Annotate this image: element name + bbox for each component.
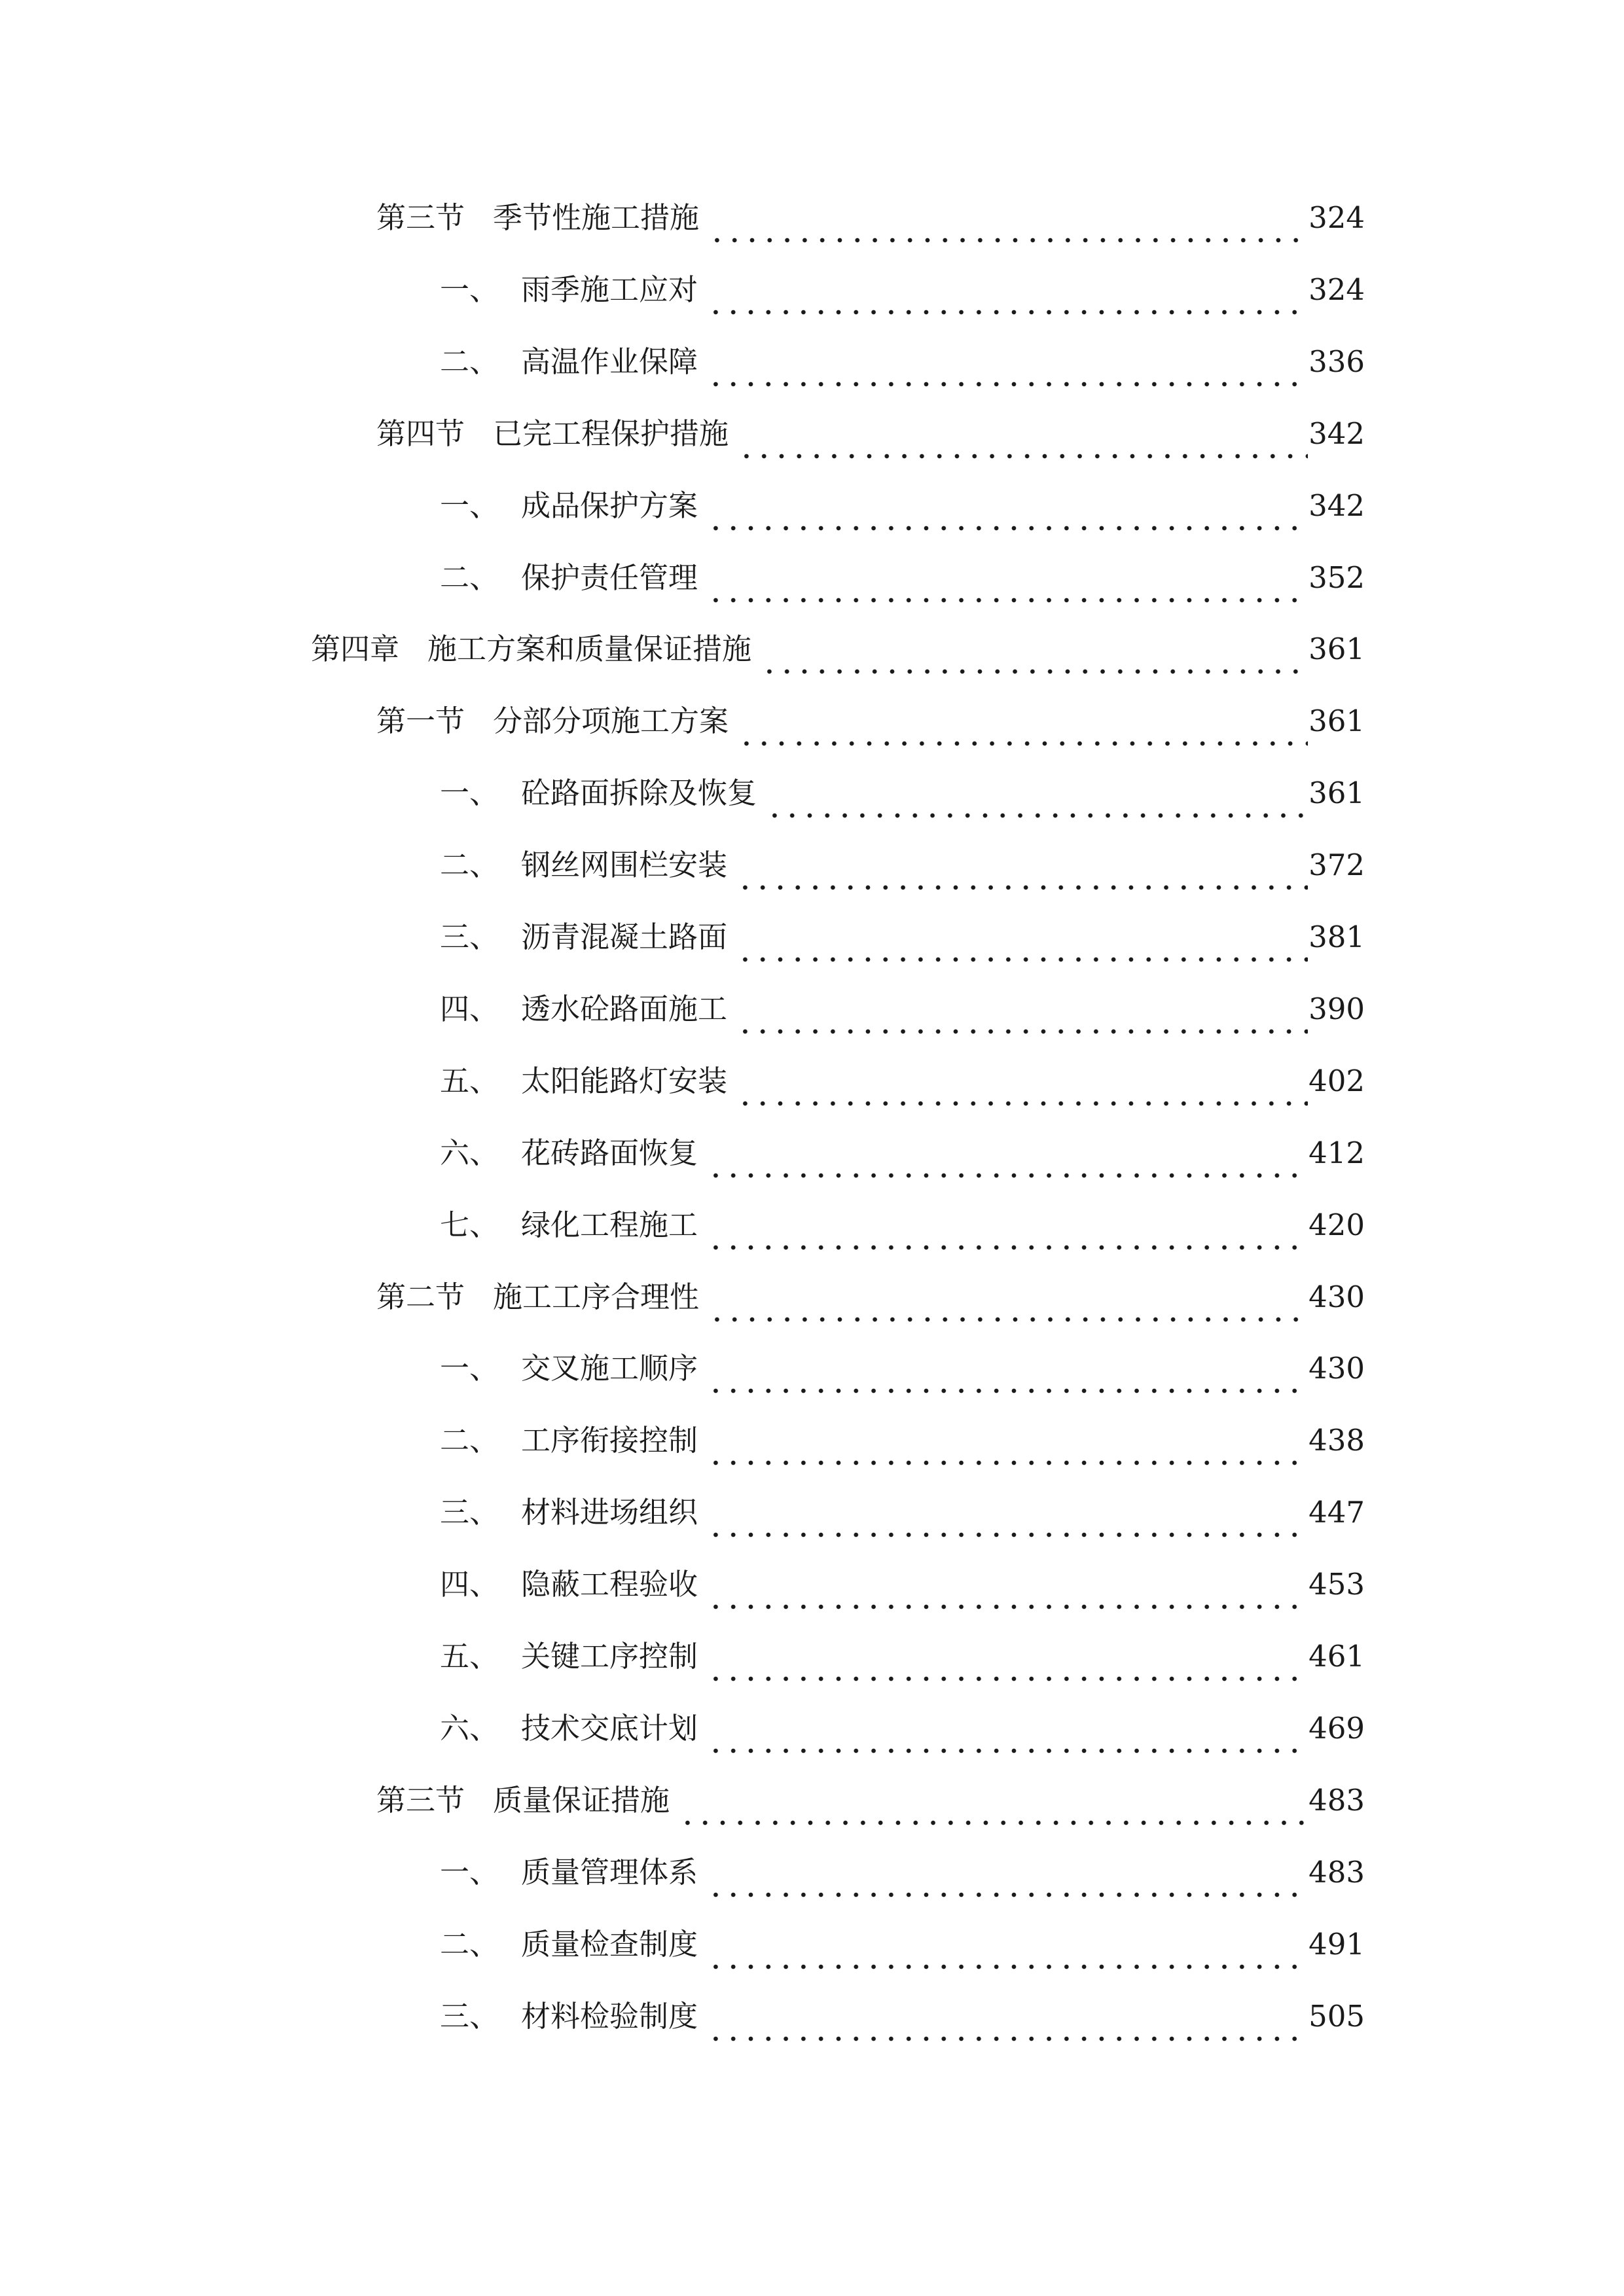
toc-entry-page-number: 372	[1308, 848, 1365, 883]
toc-entry-number: 二、	[440, 344, 499, 379]
toc-entry-text: 已完工程保护措施	[493, 416, 729, 451]
toc-entry-number: 二、	[440, 1423, 499, 1458]
toc-entry-text: 透水砼路面施工	[521, 991, 728, 1026]
dot-leader	[707, 552, 1308, 604]
toc-entry-number: 二、	[440, 848, 499, 883]
toc-entry-text: 太阳能路灯安装	[521, 1063, 728, 1098]
toc-entry-item[interactable]	[0, 1702, 1624, 1755]
toc-entry-page-number: 352	[1308, 560, 1365, 595]
toc-entry-text: 质量保证措施	[493, 1782, 670, 1818]
toc-entry-page-number: 438	[1308, 1423, 1365, 1458]
toc-entry-text: 施工方案和质量保证措施	[427, 632, 752, 667]
toc-entry-page-number: 402	[1308, 1063, 1365, 1098]
toc-entry-number: 一、	[440, 272, 499, 307]
toc-entry-title	[440, 1630, 698, 1683]
toc-entry-number: 一、	[440, 776, 499, 811]
toc-entry-title	[440, 911, 727, 963]
toc-entry-page-number: 361	[1308, 632, 1365, 667]
toc-entry-page-number: 361	[1308, 704, 1365, 739]
toc-entry-title	[440, 1055, 727, 1107]
toc-entry-number: 二、	[440, 1926, 499, 1962]
toc-entry-title	[440, 1558, 698, 1611]
dot-leader	[707, 1342, 1308, 1395]
toc-entry-text: 砼路面拆除及恢复	[521, 776, 757, 811]
toc-entry-number: 六、	[440, 1135, 499, 1170]
toc-entry-title	[440, 983, 727, 1035]
toc-entry-text: 绿化工程施工	[521, 1207, 698, 1242]
toc-entry-text: 技术交底计划	[521, 1710, 698, 1746]
toc-entry-page-number: 420	[1308, 1207, 1365, 1242]
toc-entry-text: 雨季施工应对	[521, 272, 698, 307]
toc-entry-number: 第二节	[376, 1279, 465, 1314]
toc-entry-item[interactable]	[0, 911, 1624, 963]
toc-entry-section[interactable]	[0, 1271, 1624, 1323]
toc-entry-title	[440, 1342, 698, 1395]
dot-leader	[708, 192, 1308, 244]
toc-entry-text: 质量管理体系	[521, 1854, 698, 1890]
toc-entry-page-number: 342	[1308, 488, 1365, 523]
dot-leader	[736, 839, 1308, 891]
dot-leader	[766, 767, 1308, 819]
toc-entry-item[interactable]	[0, 552, 1624, 604]
dot-leader	[707, 1702, 1308, 1755]
dot-leader	[736, 911, 1308, 963]
toc-entry-number: 一、	[440, 1351, 499, 1386]
toc-entry-text: 关键工序控制	[521, 1639, 698, 1674]
toc-entry-number: 二、	[440, 560, 499, 595]
toc-entry-title	[440, 839, 727, 891]
toc-entry-page-number: 336	[1308, 344, 1365, 379]
toc-entry-title	[440, 1846, 698, 1899]
toc-entry-title	[311, 623, 751, 675]
toc-entry-number: 五、	[440, 1063, 499, 1098]
toc-entry-page-number: 430	[1308, 1279, 1365, 1314]
dot-leader	[679, 1774, 1308, 1827]
toc-entry-title	[440, 1414, 698, 1467]
toc-entry-number: 六、	[440, 1710, 499, 1746]
toc-entry-item[interactable]	[0, 1055, 1624, 1107]
toc-entry-title	[440, 1990, 698, 2043]
dot-leader	[707, 1127, 1308, 1179]
toc-entry-number: 第三节	[376, 200, 465, 235]
toc-entry-text: 钢丝网围栏安装	[521, 848, 728, 883]
toc-entry-page-number: 324	[1308, 200, 1365, 235]
toc-entry-item[interactable]	[0, 983, 1624, 1035]
toc-entry-page-number: 381	[1308, 920, 1365, 954]
dot-leader	[738, 408, 1308, 460]
toc-entry-text: 质量检查制度	[521, 1926, 698, 1962]
dot-leader	[707, 1846, 1308, 1899]
dot-leader	[707, 336, 1308, 388]
toc-entry-number: 四、	[440, 1567, 499, 1602]
toc-entry-title	[440, 1127, 698, 1179]
toc-entry-number: 三、	[440, 1495, 499, 1530]
toc-entry-title	[376, 408, 729, 460]
dot-leader	[736, 983, 1308, 1035]
toc-entry-section[interactable]	[0, 408, 1624, 460]
toc-entry-text: 隐蔽工程验收	[521, 1567, 698, 1602]
toc-entry-text: 保护责任管理	[521, 560, 698, 595]
toc-entry-number: 七、	[440, 1207, 499, 1242]
toc-entry-number: 三、	[440, 920, 499, 954]
toc-entry-title	[440, 1486, 698, 1539]
dot-leader	[738, 695, 1308, 747]
toc-entry-item[interactable]	[0, 767, 1624, 819]
toc-entry-page-number: 483	[1308, 1782, 1365, 1818]
toc-entry-page-number: 390	[1308, 991, 1365, 1026]
toc-entry-text: 成品保护方案	[521, 488, 698, 523]
toc-entry-text: 分部分项施工方案	[493, 704, 729, 739]
toc-entry-item[interactable]	[0, 264, 1624, 316]
toc-entry-title	[440, 1199, 698, 1251]
toc-entry-number: 三、	[440, 1998, 499, 2034]
dot-leader	[707, 1918, 1308, 1971]
toc-entry-page-number: 461	[1308, 1639, 1365, 1674]
toc-entry-title	[440, 480, 698, 532]
toc-entry-page-number: 491	[1308, 1926, 1365, 1962]
toc-entry-number: 四、	[440, 991, 499, 1026]
toc-entry-number: 第四节	[376, 416, 465, 451]
toc-entry-text: 材料进场组织	[521, 1495, 698, 1530]
toc-entry-title	[440, 1702, 698, 1755]
dot-leader	[707, 1486, 1308, 1539]
toc-entry-page-number: 469	[1308, 1710, 1365, 1746]
toc-entry-item[interactable]	[0, 1342, 1624, 1395]
toc-entry-page-number: 447	[1308, 1495, 1365, 1530]
toc-entry-page-number: 361	[1308, 776, 1365, 811]
toc-entry-item[interactable]	[0, 1199, 1624, 1251]
toc-entry-text: 交叉施工顺序	[521, 1351, 698, 1386]
toc-entry-item[interactable]	[0, 1486, 1624, 1539]
dot-leader	[707, 1558, 1308, 1611]
toc-entry-section[interactable]	[0, 695, 1624, 747]
toc-entry-title	[440, 767, 757, 819]
toc-entry-title	[440, 552, 698, 604]
toc-entry-number: 五、	[440, 1639, 499, 1674]
toc-entry-section[interactable]	[0, 192, 1624, 244]
toc-entry-page-number: 430	[1308, 1351, 1365, 1386]
dot-leader	[707, 1990, 1308, 2043]
dot-leader	[761, 623, 1308, 675]
toc-entry-text: 材料检验制度	[521, 1998, 698, 2034]
toc-entry-title	[440, 1918, 698, 1971]
dot-leader	[707, 1414, 1308, 1467]
toc-entry-number: 一、	[440, 488, 499, 523]
toc-entry-item[interactable]	[0, 1990, 1624, 2043]
toc-entry-item[interactable]	[0, 1127, 1624, 1179]
toc-entry-item[interactable]	[0, 1414, 1624, 1467]
toc-entry-text: 季节性施工措施	[493, 200, 700, 235]
dot-leader	[736, 1055, 1308, 1107]
toc-entry-text: 施工工序合理性	[493, 1279, 700, 1314]
toc-entry-item[interactable]	[0, 480, 1624, 532]
toc-entry-page-number: 505	[1308, 1998, 1365, 2034]
toc-entry-number: 第三节	[376, 1782, 465, 1818]
toc-entry-chapter[interactable]	[0, 623, 1624, 675]
dot-leader	[707, 264, 1308, 316]
toc-entry-title	[440, 336, 698, 388]
toc-entry-page-number: 342	[1308, 416, 1365, 451]
toc-entry-page-number: 483	[1308, 1854, 1365, 1890]
toc-entry-item[interactable]	[0, 1630, 1624, 1683]
dot-leader	[707, 1199, 1308, 1251]
toc-entry-number: 一、	[440, 1854, 499, 1890]
toc-entry-item[interactable]	[0, 1918, 1624, 1971]
dot-leader	[707, 480, 1308, 532]
toc-entry-text: 高温作业保障	[521, 344, 698, 379]
toc-entry-item[interactable]	[0, 839, 1624, 891]
toc-entry-page-number: 453	[1308, 1567, 1365, 1602]
toc-entry-number: 第四章	[311, 632, 400, 667]
toc-entry-text: 工序衔接控制	[521, 1423, 698, 1458]
toc-entry-item[interactable]	[0, 1558, 1624, 1611]
toc-entry-title	[376, 1271, 699, 1323]
toc-entry-title	[376, 695, 729, 747]
toc-entry-page-number: 412	[1308, 1135, 1365, 1170]
toc-entry-text: 花砖路面恢复	[521, 1135, 698, 1170]
toc-entry-page-number: 324	[1308, 272, 1365, 307]
toc-entry-item[interactable]	[0, 1846, 1624, 1899]
toc-entry-title	[376, 192, 699, 244]
dot-leader	[708, 1271, 1308, 1323]
toc-entry-item[interactable]	[0, 336, 1624, 388]
toc-entry-text: 沥青混凝土路面	[521, 920, 728, 954]
toc-entry-section[interactable]	[0, 1774, 1624, 1827]
dot-leader	[707, 1630, 1308, 1683]
toc-entry-title	[440, 264, 698, 316]
toc-entry-title	[376, 1774, 670, 1827]
toc-entry-number: 第一节	[376, 704, 465, 739]
